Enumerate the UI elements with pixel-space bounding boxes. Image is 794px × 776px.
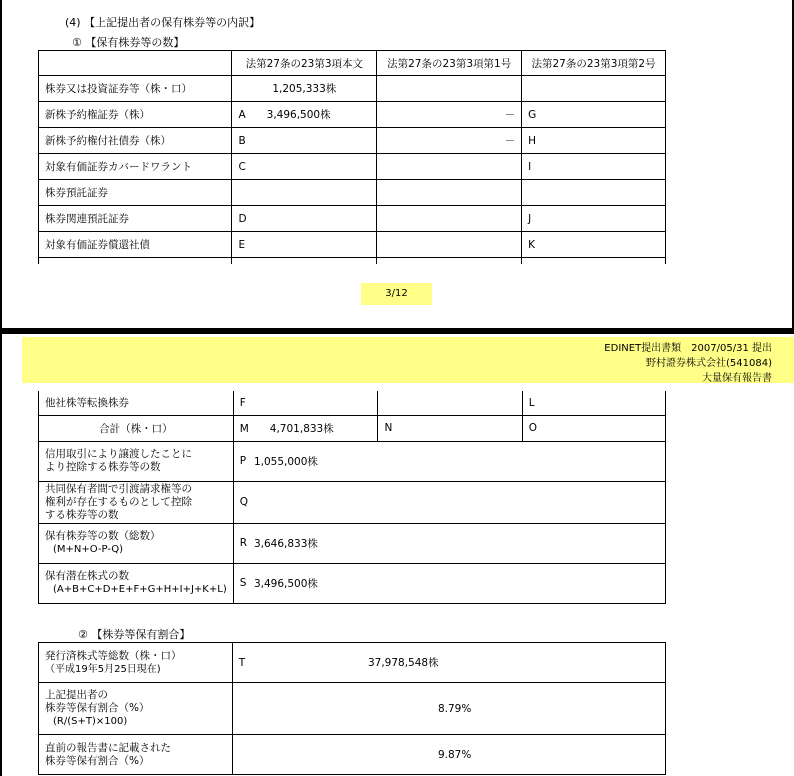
cell-value xyxy=(367,643,666,683)
cell-item2: H xyxy=(522,128,666,154)
cell-item2 xyxy=(522,76,666,102)
table-row-cut xyxy=(39,258,666,264)
table-header-row xyxy=(39,51,666,76)
table-row xyxy=(39,563,666,603)
row-label xyxy=(39,683,233,735)
cell-code: R xyxy=(233,523,378,563)
header-col-item1: 法第27条の23第3項第1号 xyxy=(377,51,522,76)
cell-item1: － xyxy=(377,102,522,128)
row-label: 新株予約権証券（株） xyxy=(39,102,232,128)
cell-main: A 3,496,500株 xyxy=(232,102,377,128)
header-col-item2: 法第27条の23第3項第2号 xyxy=(522,51,666,76)
value-text: 3,646,833株 xyxy=(253,537,318,550)
cell-main: F xyxy=(233,391,378,415)
value-text: 9.87% xyxy=(437,748,472,761)
table-row xyxy=(39,683,666,735)
label-line: する株券等の数 xyxy=(45,508,119,521)
label-line: 直前の報告書に記載された xyxy=(45,741,171,754)
table-row xyxy=(39,735,666,775)
row-label: 合計（株・口） xyxy=(39,415,234,441)
holdings-table-part1 xyxy=(38,50,666,264)
row-label xyxy=(39,523,234,563)
header-cell-empty xyxy=(39,51,232,76)
page-break-bar xyxy=(0,328,794,334)
cell-item2: J xyxy=(522,206,666,232)
label-line: (A+B+C+D+E+F+G+H+I+J+K+L) xyxy=(53,584,227,595)
cell-value xyxy=(253,523,666,563)
cell-code: S xyxy=(233,563,378,603)
table-row xyxy=(39,232,666,258)
cell-main: C xyxy=(232,154,377,180)
value-text: 3,496,500株 xyxy=(253,577,318,590)
cell-item2: L xyxy=(522,391,665,415)
cell-item1: － xyxy=(377,128,522,154)
row-label: 対象有価証券カバードワラント xyxy=(39,154,232,180)
cell-code xyxy=(232,735,377,775)
cell-item2: G xyxy=(522,102,666,128)
holding-ratio-table xyxy=(38,642,666,775)
table-row-total xyxy=(39,415,666,441)
row-label: 対象有価証券償還社債 xyxy=(39,232,232,258)
row-label xyxy=(39,643,233,683)
page-border-left-bottom xyxy=(0,334,2,776)
label-line: 権利が存在するものとして控除 xyxy=(45,495,192,508)
value-text: 37,978,548株 xyxy=(367,657,439,669)
cell-value xyxy=(377,683,666,735)
table-row xyxy=(39,481,666,523)
cell-main xyxy=(232,180,377,206)
table-row xyxy=(39,441,666,481)
label-line: 株券等保有割合（%） xyxy=(45,754,150,767)
cell-item1 xyxy=(377,154,522,180)
cell-item2: I xyxy=(522,154,666,180)
cell-value xyxy=(253,441,666,481)
cell-code: T xyxy=(232,643,377,683)
label-line: 保有潜在株式の数 xyxy=(45,570,129,582)
label-line: 株券等保有割合（%） xyxy=(45,702,150,714)
table-row xyxy=(39,523,666,563)
label-line: （平成19年5月25日現在) xyxy=(45,663,161,675)
cell-code: P xyxy=(233,441,378,481)
cell-item1 xyxy=(377,180,522,206)
page-border-left-top xyxy=(0,0,2,328)
value-text: 1,055,000株 xyxy=(253,455,318,468)
cell-main: B xyxy=(232,128,377,154)
table-row xyxy=(39,391,666,415)
cell-code xyxy=(232,683,377,735)
holdings-table-part2 xyxy=(38,391,666,604)
table-row xyxy=(39,206,666,232)
cell-main: D xyxy=(232,206,377,232)
row-label: 他社株等転換株券 xyxy=(39,391,234,415)
table-row xyxy=(39,154,666,180)
row-label xyxy=(39,481,234,523)
table-row xyxy=(39,180,666,206)
header-line-2: 野村證券株式会社(541084) xyxy=(646,358,772,369)
row-label xyxy=(39,563,234,603)
cell-item1 xyxy=(377,76,522,102)
table-row xyxy=(39,128,666,154)
label-line: 信用取引により譲渡したことに xyxy=(45,448,192,460)
label-line: 発行済株式等総数（株・口） xyxy=(45,649,182,662)
row-label: 株券預託証券 xyxy=(39,180,232,206)
cell-value xyxy=(253,563,666,603)
table2-title: ② 【株券等保有割合】 xyxy=(78,628,191,641)
cell-main: M 4,701,833株 xyxy=(233,415,378,441)
row-label: 新株予約権付社債券（株） xyxy=(39,128,232,154)
cell-value xyxy=(378,481,666,523)
header-line-3: 大量保有報告書 xyxy=(702,373,772,384)
cell-item1: N xyxy=(378,415,522,441)
table-row xyxy=(39,102,666,128)
cell-item2: O xyxy=(522,415,665,441)
label-line: より控除する株券等の数 xyxy=(45,461,161,473)
cell-item2 xyxy=(522,180,666,206)
cell-item1 xyxy=(378,391,522,415)
table1-title: ① 【保有株券等の数】 xyxy=(72,36,185,49)
label-line: (M+N+O-P-Q) xyxy=(53,544,124,555)
row-label xyxy=(39,441,234,481)
row-label xyxy=(39,735,233,775)
cell-item1 xyxy=(377,206,522,232)
section-4-title: (4) 【上記提出者の保有株券等の内訳】 xyxy=(65,16,261,29)
header-col-main: 法第27条の23第3項本文 xyxy=(232,51,377,76)
cell-item2: K xyxy=(522,232,666,258)
cell-code: Q xyxy=(233,481,378,523)
label-line: 上記提出者の xyxy=(45,689,108,701)
table-row xyxy=(39,643,666,683)
cell-main: E xyxy=(232,232,377,258)
cell-main: 1,205,333株 xyxy=(232,76,377,102)
row-label: 株券関連預託証券 xyxy=(39,206,232,232)
label-line: 共同保有者間で引渡請求権等の xyxy=(45,482,192,495)
cell-value xyxy=(377,735,666,775)
value-text: 8.79% xyxy=(437,702,472,715)
header-line-1: EDINET提出書類 2007/05/31 提出 xyxy=(604,343,772,354)
label-line: 保有株券等の数（総数） xyxy=(45,530,161,542)
page-number: 3/12 xyxy=(361,283,432,305)
table-row xyxy=(39,76,666,102)
cell-item1 xyxy=(377,232,522,258)
label-line: (R/(S+T)×100) xyxy=(53,716,128,727)
row-label: 株券又は投資証券等（株・口） xyxy=(39,76,232,102)
